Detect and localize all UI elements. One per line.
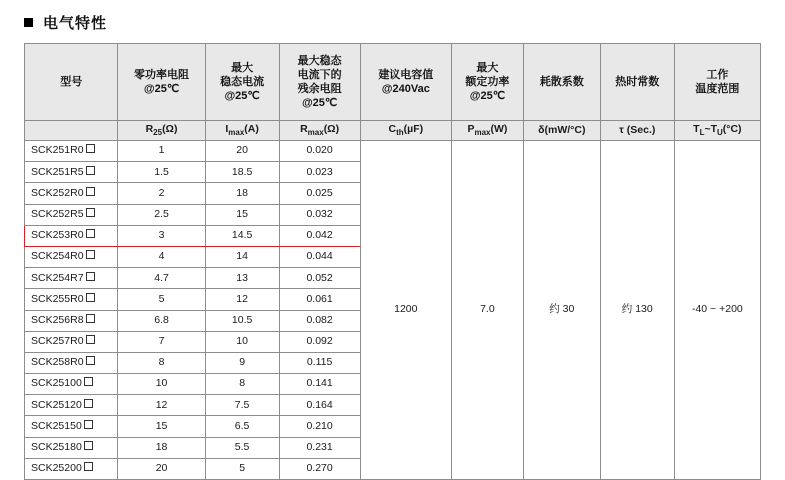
- col-header-residual-resistance: 最大稳态 电流下的 残余电阻 @25℃: [279, 44, 360, 121]
- cell-imax: 13: [205, 268, 279, 289]
- model-code: SCK252R0: [31, 186, 84, 199]
- cell-rmax: 0.092: [279, 331, 360, 352]
- col-header-thermal-time-constant: 热时常数: [600, 44, 674, 121]
- model-code: SCK252R5: [31, 207, 84, 220]
- cell-thermal-time: 约 130: [600, 141, 674, 480]
- cell-rmax: 0.023: [279, 162, 360, 183]
- cell-rmax: 0.141: [279, 374, 360, 395]
- cell-rmax: 0.231: [279, 437, 360, 458]
- model-code: SCK25200: [31, 462, 82, 475]
- cell-r25: 2: [118, 183, 205, 204]
- cell-imax: 7.5: [205, 395, 279, 416]
- symbol-pmax: $P_{max}(W)$: [451, 121, 523, 141]
- suffix-placeholder-box-icon: [86, 144, 95, 153]
- cell-rmax: 0.044: [279, 246, 360, 267]
- cell-imax: 18.5: [205, 162, 279, 183]
- col-header-max-rated-power: 最大 额定功率 @25℃: [451, 44, 523, 121]
- cell-r25: 3: [118, 225, 205, 246]
- cell-r25: 20: [118, 458, 205, 479]
- suffix-placeholder-box-icon: [86, 272, 95, 281]
- col-header-max-steady-current: 最大 稳态电流 @25℃: [205, 44, 279, 121]
- cell-r25: 4.7: [118, 268, 205, 289]
- model-code: SCK251R0: [31, 144, 84, 157]
- cell-rmax: 0.115: [279, 352, 360, 373]
- symbol-imax: $I_{max}(A)$: [205, 121, 279, 141]
- model-code: SCK25100: [31, 377, 82, 390]
- cell-model: [25, 352, 118, 373]
- cell-r25: 1: [118, 141, 205, 162]
- cell-imax: 14: [205, 246, 279, 267]
- cell-imax: 18: [205, 183, 279, 204]
- suffix-placeholder-box-icon: [86, 293, 95, 302]
- model-code: SCK253R0: [31, 229, 84, 242]
- cell-model: [25, 183, 118, 204]
- cell-model: [25, 289, 118, 310]
- cell-imax: 10.5: [205, 310, 279, 331]
- symbol-blank: [25, 121, 118, 141]
- suffix-placeholder-box-icon: [84, 399, 93, 408]
- cell-rmax: 0.210: [279, 416, 360, 437]
- suffix-placeholder-box-icon: [84, 462, 93, 471]
- table-body: [25, 141, 761, 480]
- suffix-placeholder-box-icon: [86, 356, 95, 365]
- cell-rmax: 0.164: [279, 395, 360, 416]
- model-code: SCK256R8: [31, 313, 84, 326]
- section-heading: [0, 0, 785, 43]
- cell-model: [25, 458, 118, 479]
- model-code: SCK255R0: [31, 292, 84, 305]
- cell-model: [25, 268, 118, 289]
- electrical-characteristics-table: [24, 43, 761, 480]
- cell-model: [25, 141, 118, 162]
- symbol-r25: $R_{25}(\Omega)$: [118, 121, 205, 141]
- col-header-dissipation-factor: 耗散系数: [523, 44, 600, 121]
- cell-rmax: 0.061: [279, 289, 360, 310]
- model-code: SCK25120: [31, 398, 82, 411]
- cell-r25: 5: [118, 289, 205, 310]
- suffix-placeholder-box-icon: [86, 187, 95, 196]
- cell-r25: 1.5: [118, 162, 205, 183]
- suffix-placeholder-box-icon: [86, 250, 95, 259]
- suffix-placeholder-box-icon: [86, 229, 95, 238]
- suffix-placeholder-box-icon: [84, 377, 93, 386]
- page-title: 电气特性: [43, 15, 108, 32]
- cell-imax: 8: [205, 374, 279, 395]
- cell-dissipation: 约 30: [523, 141, 600, 480]
- cell-model: [25, 310, 118, 331]
- table-header: [25, 44, 761, 141]
- cell-imax: 20: [205, 141, 279, 162]
- model-code: SCK258R0: [31, 356, 84, 369]
- cell-rmax: 0.025: [279, 183, 360, 204]
- col-header-recommended-capacitance: 建议电容值 @240Vac: [360, 44, 451, 121]
- suffix-placeholder-box-icon: [86, 166, 95, 175]
- model-code: SCK25180: [31, 441, 82, 453]
- symbol-tau: τ (Sec.): [600, 121, 674, 141]
- cell-imax: 5.5: [205, 437, 279, 458]
- symbol-temp-limits: $T_L\sim T_U(^\circ C)$: [674, 121, 760, 141]
- cell-imax: 10: [205, 331, 279, 352]
- cell-rmax: 0.042: [279, 225, 360, 246]
- cell-model: [25, 204, 118, 225]
- cell-rmax: 0.032: [279, 204, 360, 225]
- cell-model: [25, 395, 118, 416]
- symbol-cth: $C_{th}(\mu F)$: [360, 121, 451, 141]
- symbol-delta: δ(mW/°C): [523, 121, 600, 141]
- table-row: [25, 141, 761, 162]
- cell-imax: 14.5: [205, 225, 279, 246]
- cell-r25: 15: [118, 416, 205, 437]
- spec-table-container: [0, 43, 785, 480]
- cell-model: [25, 246, 118, 267]
- suffix-placeholder-box-icon: [84, 441, 93, 450]
- cell-max-power: 7.0: [451, 141, 523, 480]
- cell-r25: 12: [118, 395, 205, 416]
- cell-temp-range: -40 ~ +200: [674, 141, 760, 480]
- model-code: SCK251R5: [31, 165, 84, 178]
- cell-imax: 6.5: [205, 416, 279, 437]
- cell-model: [25, 162, 118, 183]
- col-header-operating-temp-range: 工作 温度范围: [674, 44, 760, 121]
- suffix-placeholder-box-icon: [86, 335, 95, 344]
- cell-r25: 18: [118, 437, 205, 458]
- cell-model: [25, 331, 118, 352]
- cell-rmax: 0.082: [279, 310, 360, 331]
- cell-imax: 12: [205, 289, 279, 310]
- suffix-placeholder-box-icon: [86, 208, 95, 217]
- cell-rmax: 0.270: [279, 458, 360, 479]
- cell-r25: 6.8: [118, 310, 205, 331]
- col-header-model: 型号: [25, 44, 118, 121]
- cell-model: [25, 374, 118, 395]
- suffix-placeholder-box-icon: [86, 314, 95, 323]
- model-code: SCK257R0: [31, 335, 84, 348]
- cell-r25: 8: [118, 352, 205, 373]
- square-bullet-icon: [24, 18, 33, 27]
- cell-model: [25, 416, 118, 437]
- cell-r25: 10: [118, 374, 205, 395]
- cell-rmax: 0.052: [279, 268, 360, 289]
- cell-model: [25, 225, 118, 246]
- cell-rmax: 0.020: [279, 141, 360, 162]
- model-code: SCK254R7: [31, 271, 84, 284]
- suffix-placeholder-box-icon: [84, 420, 93, 429]
- col-header-zero-power-resistance: 零功率电阻 @25℃: [118, 44, 205, 121]
- model-code: SCK25150: [31, 419, 82, 432]
- cell-r25: 7: [118, 331, 205, 352]
- cell-model: [25, 437, 118, 458]
- cell-capacitance: 1200: [360, 141, 451, 480]
- table-symbol-row: [25, 121, 761, 141]
- cell-imax: 15: [205, 204, 279, 225]
- cell-imax: 9: [205, 352, 279, 373]
- cell-r25: 2.5: [118, 204, 205, 225]
- cell-r25: 4: [118, 246, 205, 267]
- symbol-rmax: $R_{max}(\Omega)$: [279, 121, 360, 141]
- model-code: SCK254R0: [31, 250, 84, 263]
- table-header-row: [25, 44, 761, 121]
- cell-imax: 5: [205, 458, 279, 479]
